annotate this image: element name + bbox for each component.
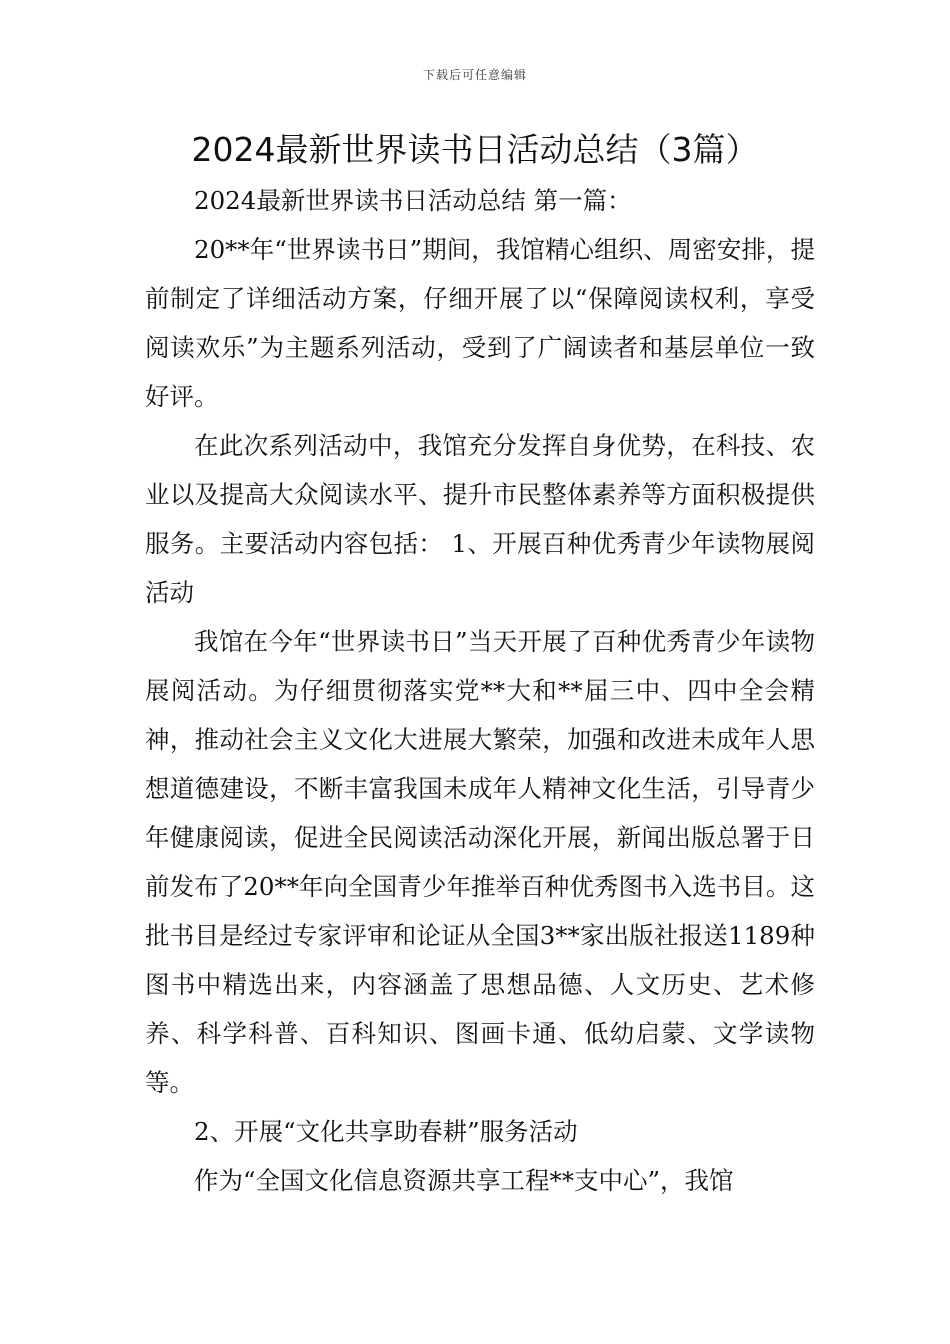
paragraph: 在此次系列活动中，我馆充分发挥自身优势，在科技、农业以及提高大众阅读水平、提升市民整体素养等方面积极提供服务。主要活动内容包括： 1、开展百种优秀青少年读物展阅活动	[145, 431, 815, 607]
paragraph: 作为“全国文化信息资源共享工程**支中心”，我馆	[194, 1166, 734, 1195]
section-heading: 2024最新世界读书日活动总结 第一篇：	[194, 186, 632, 215]
sub-heading: 2、开展“文化共享助春耕”服务活动	[194, 1117, 578, 1146]
paragraph: 20**年“世界读书日”期间，我馆精心组织、周密安排，提前制定了详细活动方案，仔细开展了以“保障阅读权利，享受阅读欢乐”为主题系列活动，受到了广阔读者和基层单位一致好评。	[145, 235, 815, 411]
document-title: 2024最新世界读书日活动总结（3篇）	[191, 130, 759, 169]
header-note: 下载后可任意编辑	[422, 68, 527, 82]
document-body	[145, 176, 815, 1205]
paragraph: 我馆在今年“世界读书日”当天开展了百种优秀青少年读物展阅活动。为仔细贯彻落实党**大和**届三中、四中全会精神，推动社会主义文化大进展大繁荣，加强和改进未成年人思想道德建设，不断丰富我国未成年人精神文化生活，引导青少年健康阅读，促进全民阅读活动深化开展，新闻出版总署于日前发布了20**年向全国青少年推举百种优秀图书入选书目。这批书目是经过专家评审和论证从全国3**家出版社报送1189种图书中精选出来，内容涵盖了思想品德、人文历史、艺术修养、科学科普、百科知识、图画卡通、低幼启蒙、文学读物等。	[145, 627, 815, 1097]
